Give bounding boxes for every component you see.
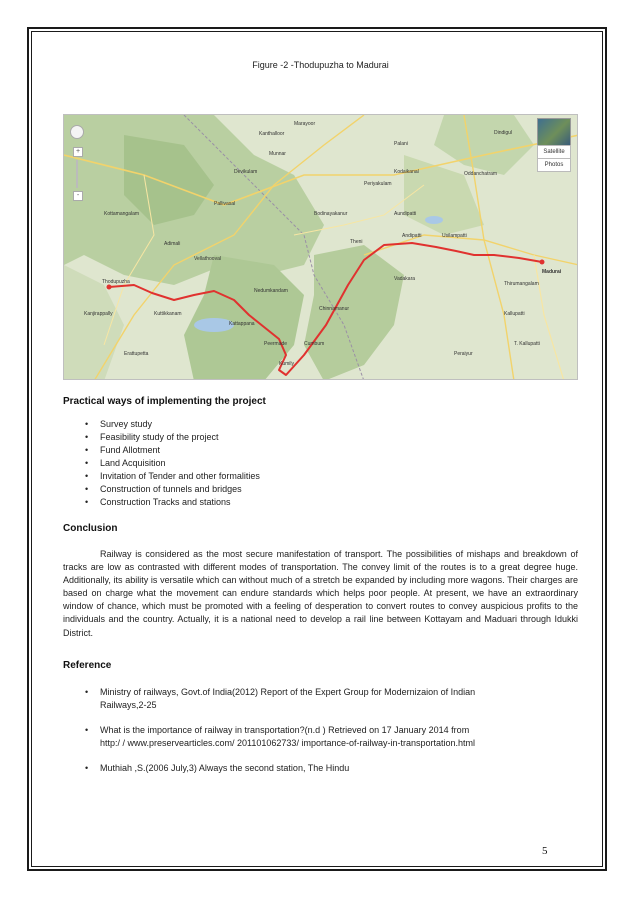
svg-text:Kuttikkanam: Kuttikkanam (154, 311, 182, 317)
list-item (63, 762, 578, 775)
page-number: 5 (542, 845, 548, 857)
list-item: • Construction Tracks and stations (63, 496, 260, 509)
map-label-dindigul: Dindigul (494, 130, 513, 136)
svg-text:Kumily: Kumily (279, 361, 295, 367)
reference-line: • Ministry of railways, Govt.of India(2012) Report of the Expert Group for Modernizaion of Indian (100, 687, 476, 697)
svg-text:Kanthalloor: Kanthalloor (259, 131, 285, 137)
svg-text:Kattappana: Kattappana (229, 321, 255, 327)
svg-text:Cumbum: Cumbum (304, 341, 325, 347)
practical-heading: Practical ways of implementing the project (63, 396, 266, 407)
list-item: • Survey study (63, 418, 260, 431)
svg-text:Andipatti: Andipatti (402, 233, 422, 239)
list-item: • Fund Allotment (63, 444, 260, 457)
conclusion-heading: Conclusion (63, 523, 118, 534)
svg-text:Palani: Palani (394, 141, 408, 147)
route-map[interactable] (63, 114, 578, 380)
svg-text:Periyakulam: Periyakulam (364, 181, 392, 187)
list-item: • Feasibility study of the project (63, 431, 260, 444)
svg-text:Aundipatti: Aundipatti (394, 211, 417, 217)
svg-text:Madurai: Madurai (542, 269, 562, 275)
map-zoom-slider[interactable] (76, 160, 78, 188)
map-canvas (64, 115, 578, 380)
reference-line: • Muthiah ,S.(2006 July,3) Always the second station, The Hindu (100, 763, 350, 773)
svg-text:Usilampatti: Usilampatti (442, 233, 467, 239)
svg-text:Kallupatti: Kallupatti (504, 311, 525, 317)
svg-text:Kottamangalam: Kottamangalam (104, 211, 140, 217)
svg-text:Erattupetta: Erattupetta (124, 351, 149, 357)
map-satellite-button[interactable]: Satellite (537, 145, 571, 159)
svg-text:Kodaikanal: Kodaikanal (394, 169, 419, 175)
reference-line: • What is the importance of railway in transportation?(n.d ) Retrieved on 17 January 2014 from (100, 725, 470, 735)
svg-text:Theni: Theni (350, 239, 363, 245)
map-zoom-out-button[interactable]: - (73, 191, 83, 201)
list-item: • Invitation of Tender and other formalities (63, 470, 260, 483)
map-satellite-thumbnail[interactable] (537, 118, 571, 146)
list-item: • Construction of tunnels and bridges (63, 483, 260, 496)
map-zoom-in-button[interactable]: + (73, 147, 83, 157)
svg-text:T. Kallupatti: T. Kallupatti (514, 341, 540, 347)
map-photos-button[interactable]: Photos (537, 158, 571, 172)
list-item (63, 724, 578, 750)
svg-text:Devikulam: Devikulam (234, 169, 258, 175)
svg-text:Vadakara: Vadakara (394, 276, 416, 282)
svg-text:Munnar: Munnar (269, 151, 286, 157)
reference-heading: Reference (63, 660, 112, 671)
practical-list (63, 418, 260, 509)
svg-text:Vellathooval: Vellathooval (194, 256, 221, 262)
conclusion-paragraph: Railway is considered as the most secure manifestation of transport. The possibilities of mishaps and breakdown of tracks are low as contrasted with different modes of transportation. The convey limit of the routes is to a great degree huge. Additionally, its ability is versatile which can without much of a stretch be expanded by including more wagons. Their charges are based on charge what the movement can endure standards which helps poor people. At present, we have an extraordinary window of chance, which must be promoted with a feeling of desperation to convert routes to convey auspicious profits to the individuals and the country. Actually, it is a national need to develop a rail line between Kottayam and Maduari through Idukki District. (63, 549, 578, 638)
svg-text:Kanjirappally: Kanjirappally (84, 311, 113, 317)
map-pan-control[interactable] (70, 125, 84, 139)
svg-text:Pallivasal: Pallivasal (214, 201, 236, 207)
svg-text:Oddanchatram: Oddanchatram (464, 171, 498, 177)
svg-text:Bodinayakanur: Bodinayakanur (314, 211, 348, 217)
svg-text:Peraiyur: Peraiyur (454, 351, 473, 357)
svg-text:Marayoor: Marayoor (294, 121, 316, 127)
svg-text:Thirumangalam: Thirumangalam (504, 281, 539, 287)
svg-text:Nedumkandam: Nedumkandam (254, 288, 288, 294)
reference-url[interactable]: http:/ / www.preservearticles.com/ 201101062733/ importance-of-railway-in-transportation.html (100, 738, 476, 748)
figure-caption: Figure -2 -Thodupuzha to Madurai (252, 60, 389, 70)
svg-text:Chinnamanur: Chinnamanur (319, 306, 350, 312)
svg-text:Peermade: Peermade (264, 341, 288, 347)
list-item: • Land Acquisition (63, 457, 260, 470)
list-item (63, 686, 578, 712)
reference-line: Railways,2-25 (100, 700, 157, 710)
svg-text:Adimali: Adimali (164, 241, 181, 247)
svg-text:Thodupuzha: Thodupuzha (102, 279, 130, 285)
reference-list (63, 686, 578, 787)
